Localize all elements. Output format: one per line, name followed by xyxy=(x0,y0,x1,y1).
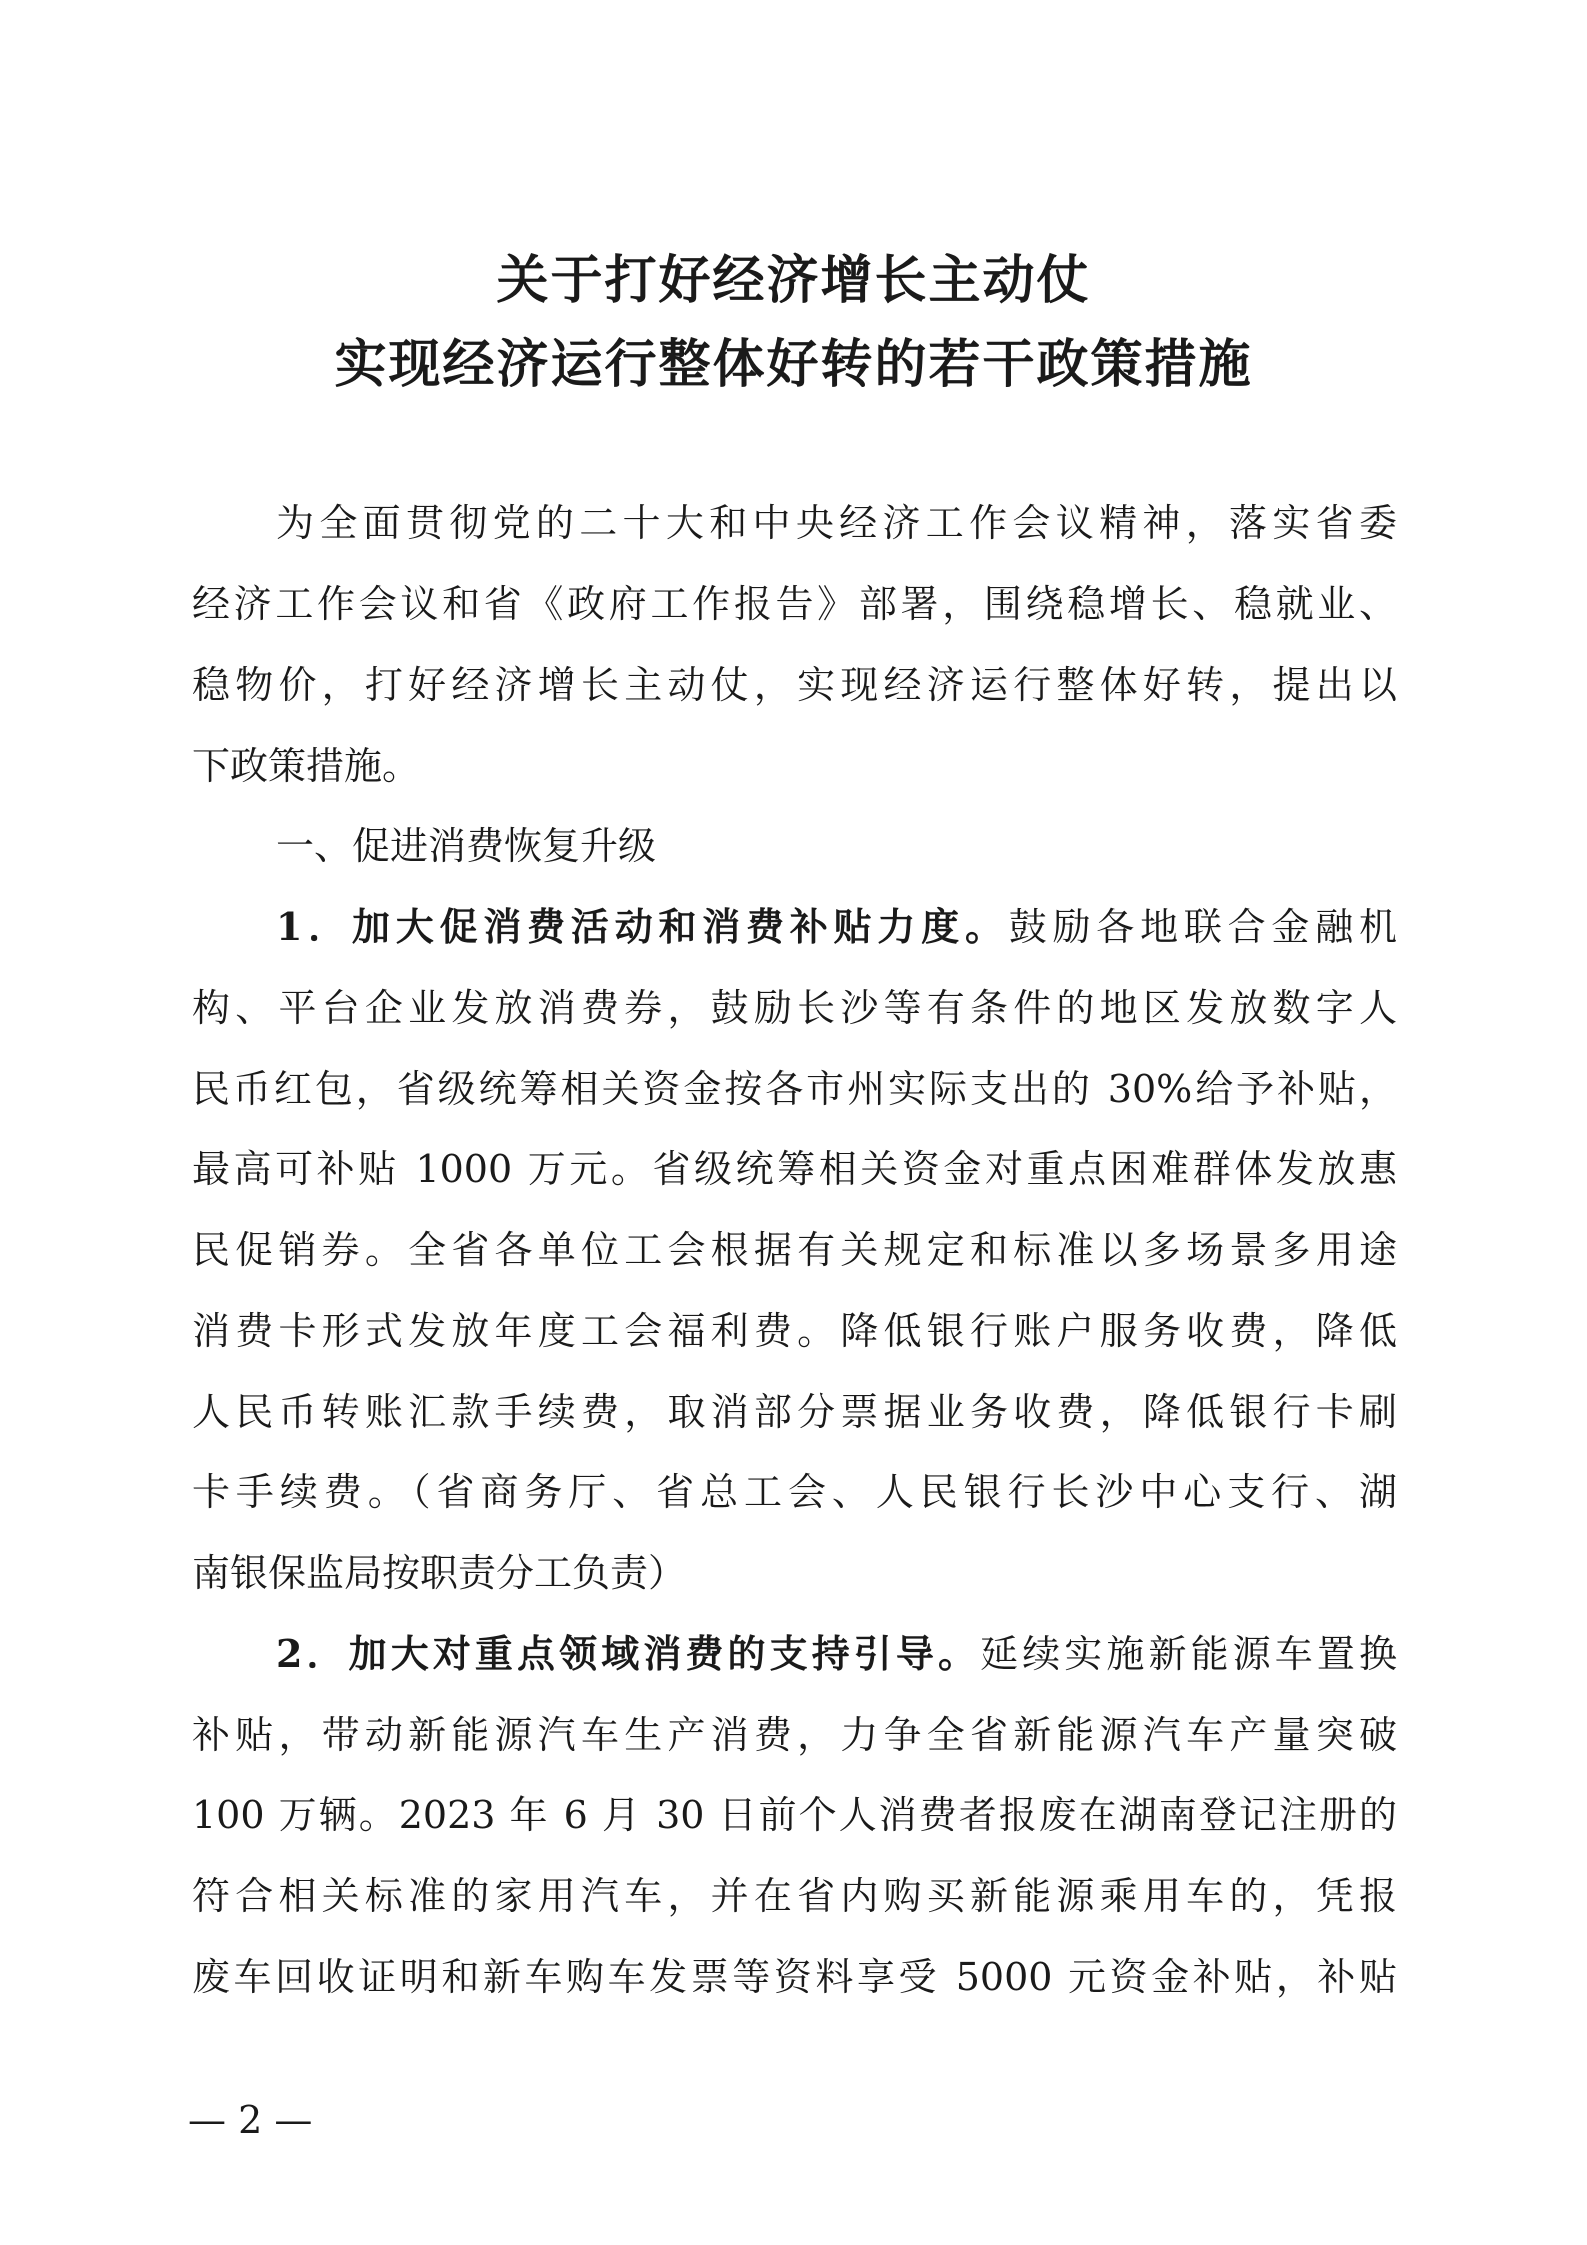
intro-line-3: 稳物价，打好经济增长主动仗，实现经济运行整体好转，提出以 xyxy=(192,663,1397,707)
item1-line-3: 民币红包，省级统筹相关资金按各市州实际支出的 30%给予补贴， xyxy=(192,1067,1397,1111)
item1-line-9: 南银保监局按职责分工负责） xyxy=(192,1551,687,1595)
document-title-line-1: 关于打好经济增长主动仗 xyxy=(496,251,1091,311)
item1-line-8: 卡手续费。（省商务厅、省总工会、人民银行长沙中心支行、湖 xyxy=(192,1470,1397,1514)
page-number: — 2 — xyxy=(188,2098,313,2142)
item1-line-1 xyxy=(276,901,1397,953)
item2-line-3: 100 万辆。2023 年 6 月 30 日前个人消费者报废在湖南登记注册的 xyxy=(192,1793,1397,1837)
item1-line-6: 消费卡形式发放年度工会福利费。降低银行账户服务收费，降低 xyxy=(192,1309,1397,1353)
intro-line-1: 为全面贯彻党的二十大和中央经济工作会议精神，落实省委 xyxy=(276,501,1397,545)
item1-line-1-rest: 鼓励各地联合金融机 xyxy=(1008,905,1397,949)
item2-line-2: 补贴，带动新能源汽车生产消费，力争全省新能源汽车产量突破 xyxy=(192,1713,1397,1757)
item2-line-1 xyxy=(276,1628,1397,1680)
item1-line-5: 民促销券。全省各单位工会根据有关规定和标准以多场景多用途 xyxy=(192,1228,1397,1272)
intro-line-4: 下政策措施。 xyxy=(192,744,421,788)
item2-line-5: 废车回收证明和新车购车发票等资料享受 5000 元资金补贴，补贴 xyxy=(192,1955,1397,1999)
section-heading: 一、促进消费恢复升级 xyxy=(276,824,657,868)
item1-line-4: 最高可补贴 1000 万元。省级统筹相关资金对重点困难群体发放惠 xyxy=(192,1147,1397,1191)
item2-line-1-rest: 延续实施新能源车置换 xyxy=(980,1632,1397,1676)
item2-line-4: 符合相关标准的家用汽车，并在省内购买新能源乘用车的，凭报 xyxy=(192,1874,1397,1918)
intro-line-2: 经济工作会议和省《政府工作报告》部署，围绕稳增长、稳就业、 xyxy=(192,582,1397,626)
item2-lead: 2．加大对重点领域消费的支持引导。 xyxy=(276,1631,981,1676)
item1-lead: 1．加大促消费活动和消费补贴力度。 xyxy=(276,904,1009,949)
item1-line-2: 构、平台企业发放消费券，鼓励长沙等有条件的地区发放数字人 xyxy=(192,986,1397,1030)
document-title-line-2: 实现经济运行整体好转的若干政策措施 xyxy=(334,335,1253,395)
item1-line-7: 人民币转账汇款手续费，取消部分票据业务收费，降低银行卡刷 xyxy=(192,1390,1397,1434)
